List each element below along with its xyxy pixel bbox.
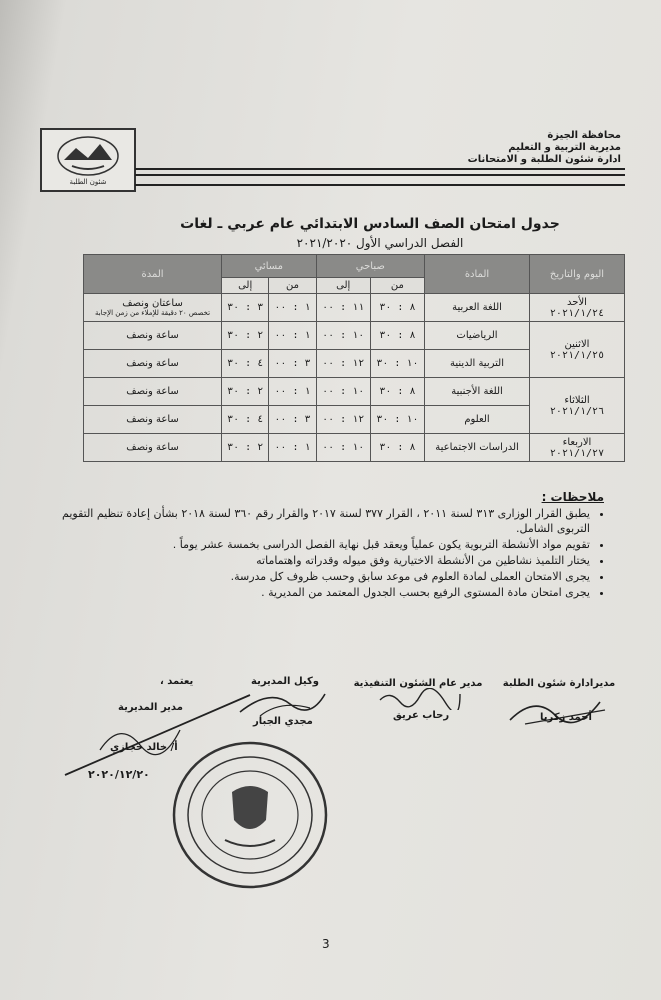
exec-director-signature <box>375 688 465 710</box>
subject-cell: التربية الدينية <box>425 350 530 378</box>
day-name: الاربعاء <box>562 436 592 448</box>
header-day-date: اليوم والتاريخ <box>530 255 625 294</box>
evening-from-cell: ١ : ٠٠ <box>269 322 316 350</box>
duration-cell: ساعة ونصف <box>84 406 222 434</box>
day-cell <box>530 434 625 462</box>
governorate: محافظة الجيزة <box>547 130 621 141</box>
exec-director-name: رحاب عريق <box>393 710 450 721</box>
evening-from-cell: ٣ : ٠٠ <box>269 406 316 434</box>
notes-title: ملاحظات : <box>541 490 604 504</box>
evening-to-cell: ٤ : ٣٠ <box>222 350 269 378</box>
header-duration: المدة <box>84 255 222 294</box>
duration-text: ساعتان ونصف <box>122 298 183 309</box>
morning-to-cell: ١١ : ٠٠ <box>316 294 370 322</box>
deputy-title: وكيل المديرية <box>251 676 319 687</box>
deputy-name: مجدي الجبار <box>253 716 313 727</box>
day-name: الاثنين <box>564 338 590 350</box>
organization-header <box>468 130 621 166</box>
duration-note: تخصص ٢٠ دقيقة للإملاء من زمن الإجابة <box>94 309 211 317</box>
header-morning-to: إلى <box>316 278 370 294</box>
evening-to-cell: ٢ : ٣٠ <box>222 322 269 350</box>
header-morning: صباحي <box>316 255 424 278</box>
svg-text:شئون الطلبة: شئون الطلبة <box>69 178 107 186</box>
day-cell <box>530 378 625 434</box>
document-subtitle: الفصل الدراسي الأول ٢٠٢١/٢٠٢٠ <box>296 236 464 250</box>
evening-from-cell: ١ : ٠٠ <box>269 434 316 462</box>
handwritten-date: ٢٠٢٠/١٢/٢٠ <box>88 768 150 781</box>
note-item: • يطبق القرار الوزارى ٣١٣ لسنة ٢٠١١ ، القرار ٣٧٧ لسنة ٢٠١٧ والقرار رقم ٣٦٠ لسنة ٢٠١٨ بشأن إعادة تنظيم التقويم التربوى الشامل. <box>55 506 590 536</box>
approve-text: يعتمد ، <box>160 676 194 687</box>
morning-from-cell: ٨ : ٣٠ <box>370 294 424 322</box>
note-item: • يختار التلميذ نشاطين من الأنشطة الاختيارية وفق ميوله وقدراته واهتماماته <box>55 553 590 568</box>
header-evening-from: من <box>269 278 316 294</box>
note-item: • يجرى امتحان مادة المستوى الرفيع بحسب الجدول المعتمد من المديرية . <box>55 585 590 600</box>
subject-cell: اللغة الأجنبية <box>425 378 530 406</box>
duration-cell: ساعة ونصف <box>84 322 222 350</box>
exam-schedule-table <box>83 254 625 462</box>
department: ادارة شئون الطلبة و الامتحانات <box>467 154 621 165</box>
morning-to-cell: ١٠ : ٠٠ <box>316 378 370 406</box>
header-subject: المادة <box>425 255 530 294</box>
directorate: مديرية التربية و التعليم <box>508 142 621 153</box>
subject-cell: اللغة العربية <box>425 294 530 322</box>
morning-from-cell: ١٠ : ٣٠ <box>370 406 424 434</box>
subject-cell: العلوم <box>425 406 530 434</box>
official-seal-stamp <box>170 740 330 890</box>
morning-from-cell: ١٠ : ٣٠ <box>370 350 424 378</box>
morning-from-cell: ٨ : ٣٠ <box>370 434 424 462</box>
note-item: • تقويم مواد الأنشطة التربوية يكون عملياً ويعقد قبل نهاية الفصل الدراسى بخمسة عشر يوماً . <box>55 537 590 552</box>
evening-from-cell: ٣ : ٠٠ <box>269 350 316 378</box>
duration-cell: ساعة ونصف <box>84 434 222 462</box>
day-date: ٢٠٢١/١/٢٥ <box>549 349 605 361</box>
morning-to-cell: ١٢ : ٠٠ <box>316 406 370 434</box>
day-date: ٢٠٢١/١/٢٧ <box>549 447 605 459</box>
duration-cell: ساعة ونصف <box>84 378 222 406</box>
subject-cell: الدراسات الاجتماعية <box>425 434 530 462</box>
table-row <box>84 378 625 406</box>
table-row <box>84 322 625 350</box>
header-evening: مسائي <box>222 255 317 278</box>
duration-cell: ساعة ونصف <box>84 350 222 378</box>
header-divider <box>135 168 625 186</box>
morning-to-cell: ١٠ : ٠٠ <box>316 434 370 462</box>
day-name: الأحد <box>567 296 587 308</box>
day-date: ٢٠٢١/١/٢٤ <box>549 307 605 319</box>
exec-director-title: مدير عام الشئون التنفيذية <box>353 678 483 689</box>
evening-to-cell: ٢ : ٣٠ <box>222 434 269 462</box>
evening-from-cell: ١ : ٠٠ <box>269 294 316 322</box>
director-title: مدير المديرية <box>118 702 183 713</box>
dept-manager-name: أحمد زكريا <box>540 712 592 723</box>
table-row <box>84 434 625 462</box>
header-morning-from: من <box>370 278 424 294</box>
day-cell <box>530 322 625 378</box>
day-date: ٢٠٢١/١/٢٦ <box>549 405 605 417</box>
directorate-logo <box>40 128 136 192</box>
evening-to-cell: ٤ : ٣٠ <box>222 406 269 434</box>
document-title: جدول امتحان الصف السادس الابتدائي عام عربي ـ لغات <box>180 216 560 232</box>
note-item: • يجرى الامتحان العملى لمادة العلوم فى موعد سابق وحسب ظروف كل مدرسة. <box>55 569 590 584</box>
morning-to-cell: ١٠ : ٠٠ <box>316 322 370 350</box>
page-number: 3 <box>322 937 330 951</box>
day-name: الثلاثاء <box>564 394 590 406</box>
header-evening-to: إلى <box>222 278 269 294</box>
evening-to-cell: ٣ : ٣٠ <box>222 294 269 322</box>
notes-list <box>55 506 604 601</box>
day-cell <box>530 294 625 322</box>
subject-cell: الرياضيات <box>425 322 530 350</box>
morning-to-cell: ١٢ : ٠٠ <box>316 350 370 378</box>
table-row <box>84 294 625 322</box>
dept-manager-title: مديرادارة شئون الطلبة <box>502 678 616 689</box>
morning-from-cell: ٨ : ٣٠ <box>370 378 424 406</box>
morning-from-cell: ٨ : ٣٠ <box>370 322 424 350</box>
evening-from-cell: ١ : ٠٠ <box>269 378 316 406</box>
director-name: أ/ خالد حجازي <box>110 742 178 753</box>
duration-cell <box>84 294 222 322</box>
dept-manager-signature <box>505 690 615 730</box>
evening-to-cell: ٢ : ٣٠ <box>222 378 269 406</box>
